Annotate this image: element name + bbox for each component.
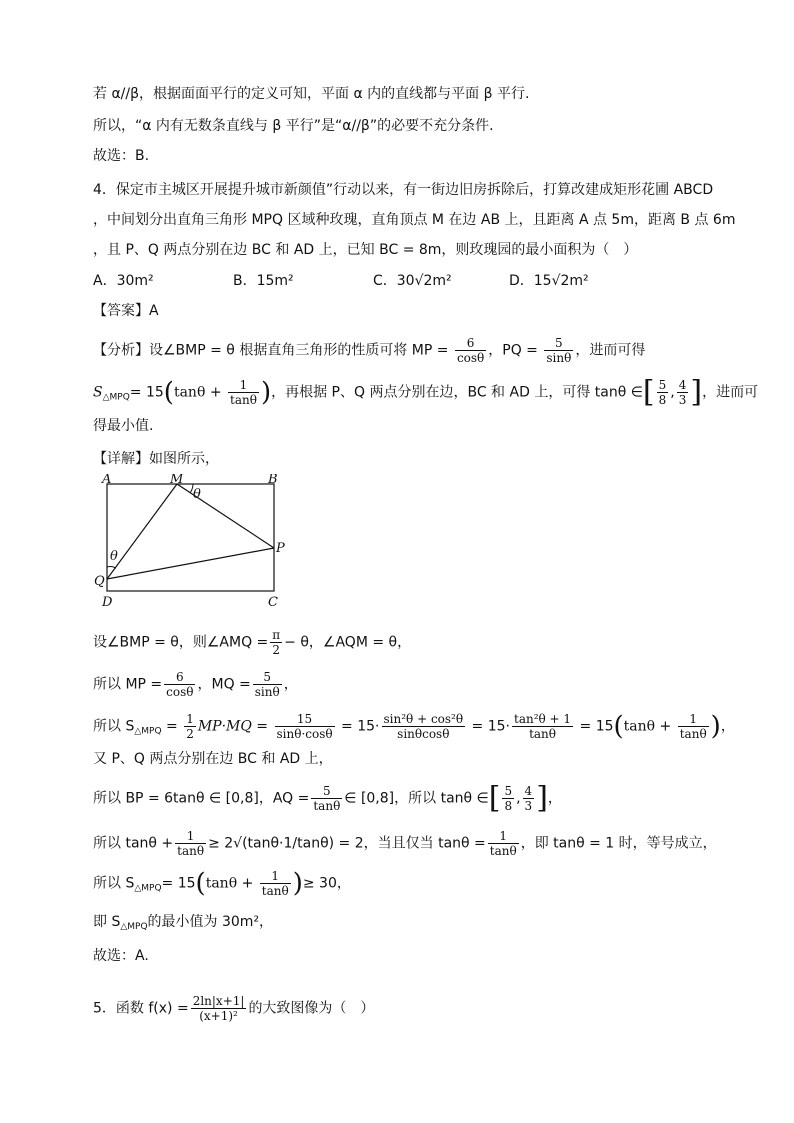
segment-mp xyxy=(177,484,274,548)
label-p: P xyxy=(276,541,285,556)
q4-line-3: ，且 P、Q 两点分别在边 BC 和 AD 上，已知 BC = 8m，则玫瑰园的最小面积为（ ） xyxy=(93,242,638,258)
q5-line: 5．函数 f(x) = $\frac{2\ln|x+1|}{\text{(x+1)²}}$ 的大致图像为（ ） xyxy=(93,994,375,1023)
analysis-tag: 【分析】 xyxy=(93,342,149,359)
frac-5-sin: $\frac{5}{\sin\theta}$ xyxy=(546,336,572,365)
line-1: 若 α//β，根据面面平行的定义可知，平面 α 内的直线都与平面 β 平行. xyxy=(93,86,530,102)
step-7: 所以 $S_{\triangle MPQ}= 15(\tan\theta$ + $\frac{1}{\tan\theta}$ )≥ 30， xyxy=(93,868,351,899)
label-b: B xyxy=(268,474,278,487)
analysis-text-1a: 设∠BMP = θ 根据直角三角形的性质可将 MP = xyxy=(149,342,449,359)
detail-line xyxy=(93,449,219,469)
step-5: 所以 BP = 6tanθ ∈ [0,8]，AQ = $\frac{5}{\tan\theta}$ ∈ [0,8]，所以 tanθ ∈[ $\frac{5}{8}$ , $\frac{4}{3}$ ]， xyxy=(93,780,562,816)
analysis-line-1 xyxy=(93,336,645,365)
label-a: A xyxy=(102,474,112,487)
angle-arc-q xyxy=(107,567,116,568)
label-q: Q xyxy=(94,574,105,589)
label-d: D xyxy=(102,595,113,610)
step-1: 设∠BMP = θ，则∠AMQ = $\frac{\pi}{2}$ − θ，∠AQM = θ， xyxy=(93,628,412,657)
frac-1-tan: $\frac{1}{\tan\theta}$ xyxy=(230,378,257,407)
segment-pq xyxy=(107,548,274,579)
option-b: B．15m² xyxy=(233,273,294,289)
step-3: 所以 $S_{\triangle MPQ}$ = $\frac{1}{2}$ MP·MQ = $\frac{15}{\sin\theta\cdot\cos\theta}$ = 15· $\frac{\text{sin²θ + cos²θ}}{\sin\theta\cos\theta}$ = 15· $\frac{\text{tan²θ + 1}}{\tan\theta}$ = 15(tanθ + $\frac{1}{\tan\theta}$ )， xyxy=(93,711,735,742)
analysis-line-2: $S_{\triangle MPQ}= 15(\tan\theta$ + $\frac{1}{\tan\theta}$ )，再根据 P、Q 两点分别在边，BC 和 AD 上，可得 tanθ ∈[ $\frac{5}{8}$ , $\frac{4}{3}$ ]，进而可 xyxy=(93,374,759,410)
step-8: 即 $S_{\triangle MPQ}$的最小值为 30m²， xyxy=(93,914,274,932)
detail-intro: 如图所示， xyxy=(149,451,219,467)
analysis-text-1b: ，PQ = xyxy=(488,342,538,359)
step-2: 所以 MP = $\frac{6}{\cos\theta}$ ，MQ = $\frac{5}{\sin\theta}$ ， xyxy=(93,670,298,699)
answer: 【答案】A xyxy=(93,303,159,319)
step-6: 所以 tanθ + $\frac{1}{\tan\theta}$ ≥ 2√(tanθ·1/tanθ) = 2，当且仅当 tanθ = $\frac{1}{\tan\theta}$ ，即 tanθ = 1 时，等号成立， xyxy=(93,829,717,858)
step-9: 故选：A. xyxy=(93,948,149,964)
frac-6-cos: $\frac{6}{\cos\theta}$ xyxy=(456,336,485,365)
analysis-line-3: 得最小值. xyxy=(93,418,154,434)
label-m: M xyxy=(170,474,184,487)
geometry-figure xyxy=(92,474,292,614)
label-c: C xyxy=(268,595,278,610)
line-2: 所以，“α 内有无数条直线与 β 平行”是“α//β”的必要不充分条件. xyxy=(93,118,494,134)
detail-tag: 【详解】 xyxy=(93,451,149,467)
label-theta-q: θ xyxy=(110,549,118,564)
q4-line-2: ，中间划分出直角三角形 MPQ 区域种玫瑰，直角顶点 M 在边 AB 上，且距离 A 点 5m，距离 B 点 6m xyxy=(93,212,736,228)
segment-mq xyxy=(107,484,177,579)
line-3: 故选：B. xyxy=(93,148,150,164)
option-a: A．30m² xyxy=(93,273,154,289)
step-4: 又 P、Q 两点分别在边 BC 和 AD 上， xyxy=(93,751,333,767)
q4-line-1: 4．保定市主城区开展提升城市新颜值”行动以来，有一街边旧房拆除后，打算改建成矩形花圃 ABCD xyxy=(93,182,714,198)
option-c: C．30√2m² xyxy=(373,273,452,289)
option-d: D．15√2m² xyxy=(509,273,589,289)
label-theta-m: θ xyxy=(193,487,201,502)
q5-fraction: $\frac{2\ln|x+1|}{\text{(x+1)²}}$ xyxy=(192,994,245,1023)
analysis-text-1c: ，进而可得 xyxy=(575,342,646,359)
